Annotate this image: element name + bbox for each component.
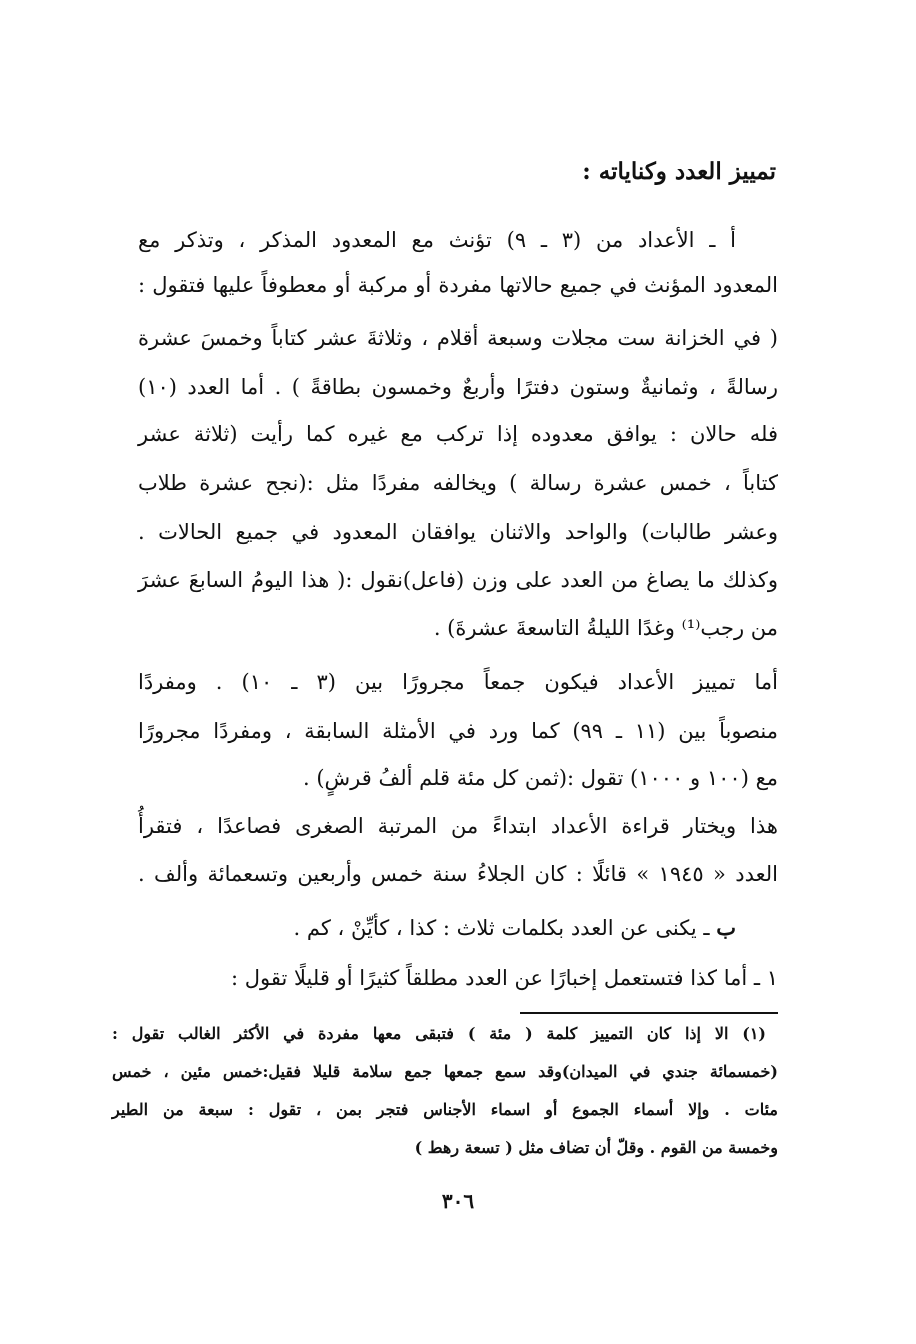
text-line: المعدود المؤنث في جميع حالاتها مفردة أو مركبة أو معطوفاً عليها فتقول :: [138, 273, 778, 297]
text-line: العدد « ١٩٤٥ » قائلًا : كان الجلاءُ سنة خمس وأربعين وتسعمائة وألف .: [138, 862, 778, 886]
text-line: أ ـ الأعداد من (٣ ـ ٩) تؤنث مع المعدود المذكر ، وتذكر مع: [138, 228, 736, 252]
text-line: هذا ويختار قراءة الأعداد ابتداءً من المرتبة الصغرى فصاعدًا ، فتقرأُ: [138, 814, 778, 838]
text-span: ـ يكنى عن العدد بكلمات ثلاث : كذا ، كأيِّنْ ، كم .: [293, 916, 717, 940]
text-line: وكذلك ما يصاغ من العدد على وزن (فاعل)نقول :( هذا اليومُ السابعَ عشرَ: [138, 568, 778, 592]
section-letter: ب: [716, 915, 736, 940]
text-line: مع (١٠٠ و ١٠٠٠) تقول :(ثمن كل مئة قلم ألفُ قرشٍ) .: [303, 766, 778, 790]
footnote-line: (خمسمائة جندي في الميدان)وقد سمع جمعها جمع سلامة قليلا فقيل:خمس مئين ، خمس: [112, 1062, 778, 1081]
footnote-separator: [520, 1012, 778, 1014]
text-line: ١ ـ أما كذا فتستعمل إخبارًا عن العدد مطلقاً كثيرًا أو قليلًا تقول :: [231, 966, 778, 990]
text-line: من رجب⁽¹⁾ وغدًا الليلةُ التاسعةَ عشرةَ) .: [433, 616, 778, 640]
text-line: ( في الخزانة ست مجلات وسبعة أقلام ، وثلاثةَ عشر كتاباً وخمسَ عشرة: [138, 326, 778, 350]
section-heading: تمييز العدد وكناياته :: [582, 158, 776, 185]
text-line: وعشر طالبات) والواحد والاثنان يوافقان المعدود في جميع الحالات .: [138, 520, 778, 544]
text-line: أما تمييز الأعداد فيكون جمعاً مجرورًا بين (٣ ـ ١٠) . ومفردًا: [138, 670, 778, 694]
text-line: [138, 908, 736, 948]
text-line: كتاباً ، خمس عشرة رسالة ) ويخالفه مفردًا مثل :(نجح عشرة طلاب: [138, 471, 778, 495]
text-line: فله حالان : يوافق معدوده إذا تركب مع غيره كما رأيت (ثلاثة عشر: [138, 422, 778, 446]
footnote-line: وخمسة من القوم . وقلّ أن تضاف مثل ( تسعة رهط ): [414, 1138, 778, 1157]
text-line: رسالةً ، وثمانيةٌ وستون دفترًا وأربعٌ وخمسون بطاقةً ) . أما العدد (١٠): [138, 375, 778, 399]
text-line: منصوباً بين (١١ ـ ٩٩) كما ورد في الأمثلة السابقة ، ومفردًا مجرورًا: [138, 719, 778, 743]
footnote-line: مئات . وإلا أسماء الجموع أو اسماء الأجناس فتجر بمن ، تقول : سبعة من الطير: [112, 1100, 778, 1119]
footnote-line: (١) الا إذا كان التمييز كلمة ( مئة ) فتبقى معها مفردة في الأكثر الغالب تقول :: [112, 1024, 766, 1043]
page-number: ٣٠٦: [441, 1189, 475, 1213]
